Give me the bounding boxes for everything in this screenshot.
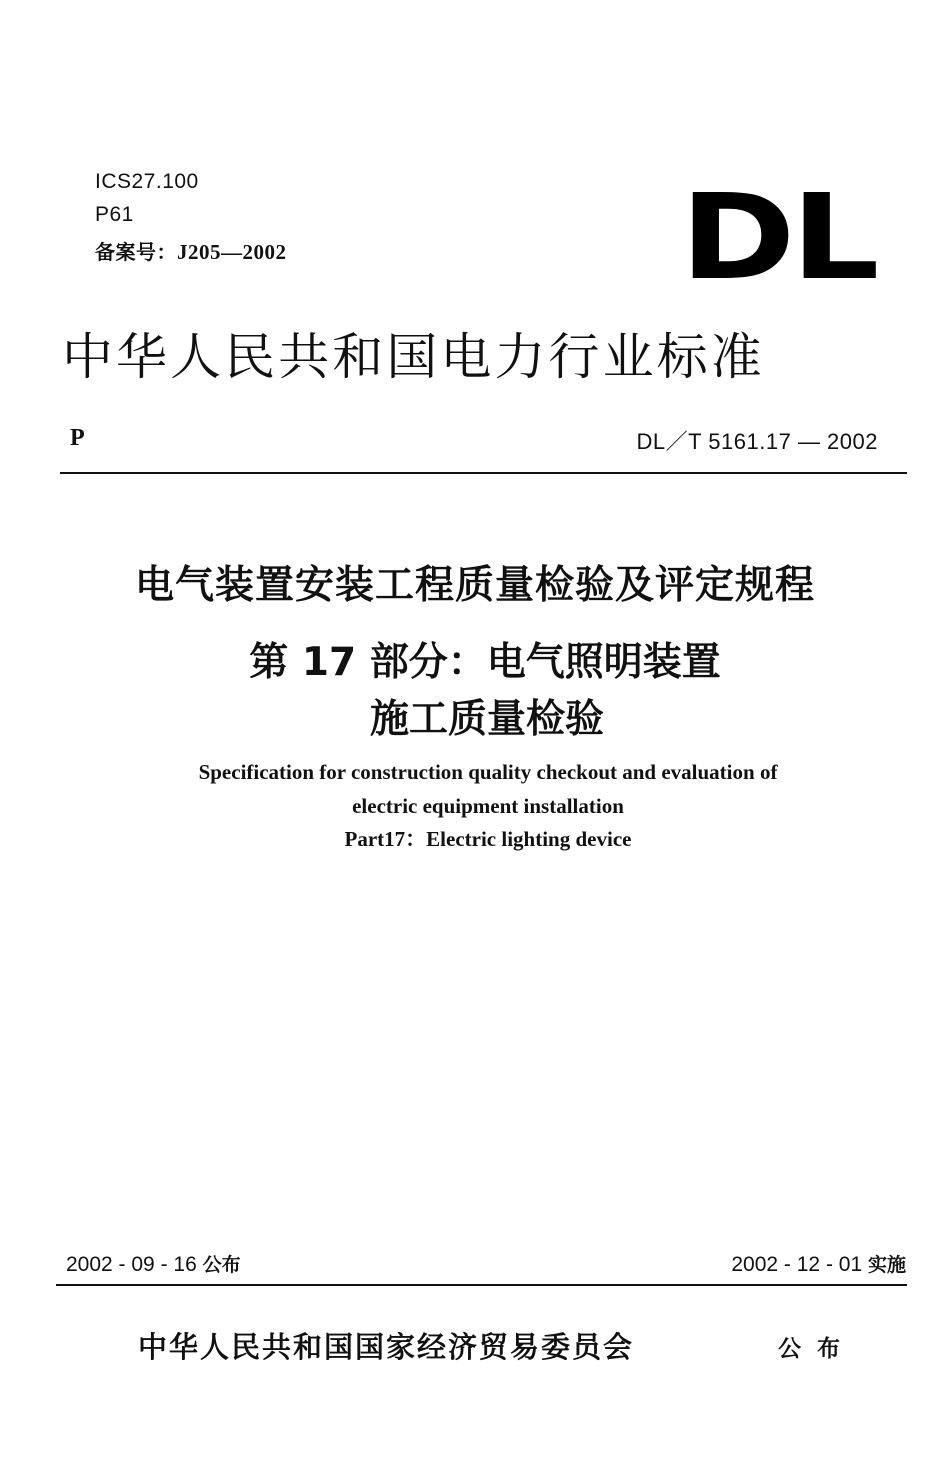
publish-label: 公布 — [778, 1336, 856, 1362]
title-en-line-1: Specification for construction quality checkout and evaluation of — [198, 760, 778, 784]
standard-number: DL／T 5161.17 — 2002 — [636, 429, 878, 454]
publisher: 中华人民共和国国家经济贸易委员会 — [138, 1330, 635, 1364]
header-divider — [60, 472, 907, 474]
title-en-line-3: Part17：Electric lighting device — [344, 827, 632, 851]
filing-number — [95, 236, 287, 265]
implementation-date-suffix: 实施 — [867, 1254, 906, 1276]
title-cn-line-3: 施工质量检验 — [369, 697, 604, 742]
ics-code: ICS27.100 — [95, 170, 199, 193]
classification-code: P61 — [95, 203, 134, 226]
category-letter: P — [70, 425, 85, 451]
industry-standard-heading: 中华人民共和国电力行业标准 — [62, 328, 765, 386]
title-cn-line-2: 第 17 部分：电气照明装置 — [249, 640, 721, 685]
implementation-date-value: 2002 - 12 - 01 — [731, 1253, 863, 1276]
footer-divider — [56, 1284, 907, 1286]
issue-date — [66, 1250, 241, 1277]
filing-value: J205—2002 — [177, 240, 287, 264]
title-en-line-2: electric equipment installation — [352, 794, 624, 818]
implementation-date — [731, 1250, 906, 1277]
dl-logo: DL — [680, 168, 875, 306]
issue-date-suffix: 公布 — [202, 1254, 241, 1276]
title-cn-line-1: 电气装置安装工程质量检验及评定规程 — [134, 563, 815, 608]
issue-date-value: 2002 - 09 - 16 — [66, 1253, 197, 1276]
filing-label: 备案号： — [95, 240, 177, 264]
